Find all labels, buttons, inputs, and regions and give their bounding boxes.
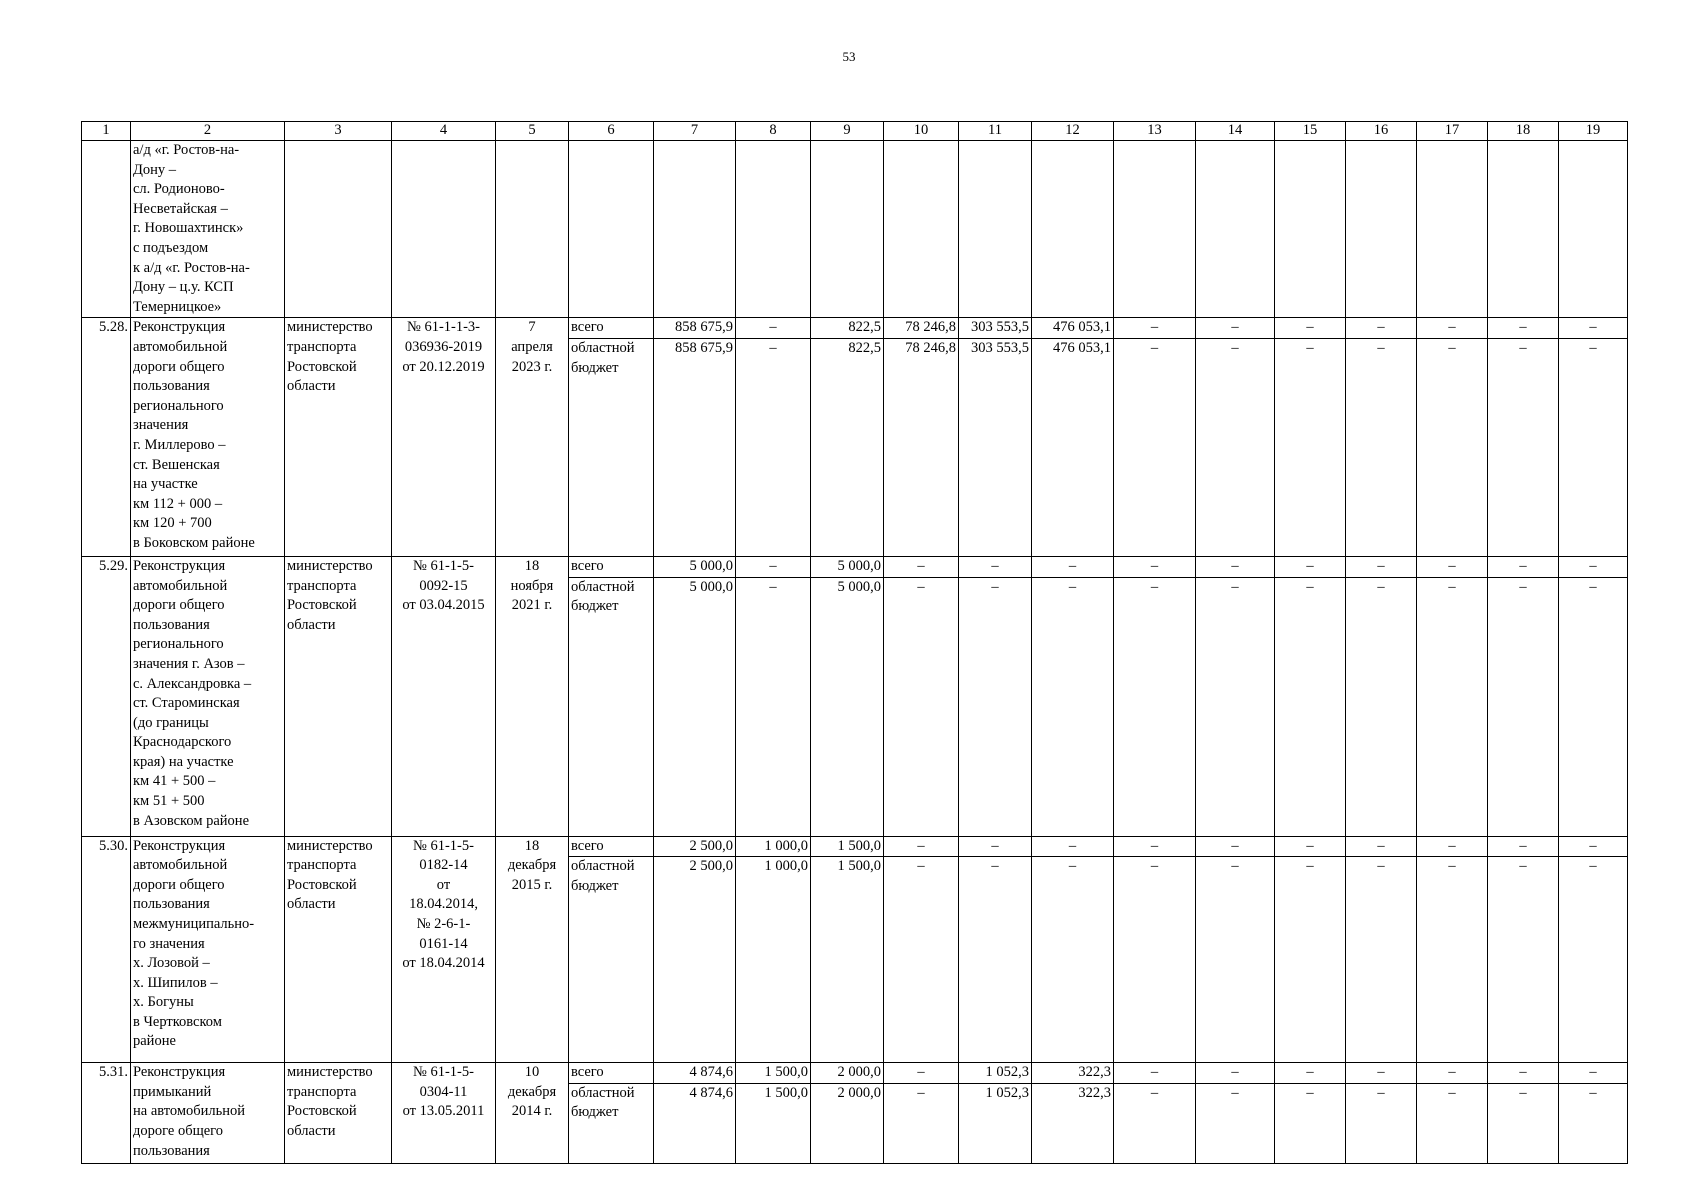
amount-cell: – [1488,836,1559,857]
amount-cell: – [1346,836,1417,857]
amount-cell: – [1559,338,1628,556]
financing-table [81,121,1628,1164]
amount-cell: – [1114,556,1196,577]
amount-cell: – [1275,338,1346,556]
column-number: 18 [1488,122,1559,141]
column-number: 13 [1114,122,1196,141]
column-number: 3 [285,122,392,141]
funding-source: всего [569,318,654,339]
empty-cell [811,141,884,318]
empty-cell [1417,141,1488,318]
amount-cell: – [1196,1063,1275,1084]
amount-cell: – [1346,318,1417,339]
amount-cell: 1 500,0 [811,836,884,857]
amount-cell: – [1346,338,1417,556]
amount-cell: 5 000,0 [811,577,884,836]
amount-cell: – [1559,318,1628,339]
amount-cell: – [1559,857,1628,1063]
amount-cell: – [884,836,959,857]
amount-cell: – [1559,1063,1628,1084]
entry-number: 5.30. [82,836,131,1063]
column-number: 16 [1346,122,1417,141]
amount-cell: 1 000,0 [736,857,811,1063]
object-name: Реконструкция примыканий на автомобильной дороге общего пользования [131,1063,285,1164]
amount-cell: – [1488,338,1559,556]
amount-cell: – [1114,857,1196,1063]
empty-cell [1032,141,1114,318]
amount-cell: – [959,577,1032,836]
amount-cell: – [1559,836,1628,857]
amount-cell: – [1275,556,1346,577]
amount-cell: – [1417,836,1488,857]
amount-cell: 2 500,0 [654,857,736,1063]
amount-cell: 5 000,0 [654,577,736,836]
header-row [82,122,1628,141]
entry-number: 5.28. [82,318,131,557]
amount-cell: – [1196,836,1275,857]
empty-cell [654,141,736,318]
amount-cell: – [1488,577,1559,836]
empty-cell [1488,141,1559,318]
amount-cell: – [1417,1063,1488,1084]
amount-cell: – [736,556,811,577]
amount-cell: – [1196,577,1275,836]
completion-date: 18 декабря 2015 г. [496,836,569,1063]
amount-cell: – [1488,857,1559,1063]
amount-cell: – [1417,577,1488,836]
amount-cell: – [1275,318,1346,339]
amount-cell: – [1346,1063,1417,1084]
amount-cell: – [1275,577,1346,836]
amount-cell: – [1417,318,1488,339]
amount-cell: – [1114,1063,1196,1084]
object-name: а/д «г. Ростов-на- Дону – сл. Родионово- Несветайская – г. Новошахтинск» с подъездом к а/д «г. Ростов-на- Дону – ц.у. КСП Темерницкое» [131,141,285,318]
page-number: 53 [842,49,856,64]
column-number: 17 [1417,122,1488,141]
amount-cell: – [1032,857,1114,1063]
table-row [82,556,1628,577]
funding-source: всего [569,556,654,577]
amount-cell: 322,3 [1032,1063,1114,1084]
column-number: 12 [1032,122,1114,141]
entry-number: 5.31. [82,1063,131,1164]
table-row [82,1063,1628,1084]
amount-cell: – [884,556,959,577]
amount-cell: – [1417,556,1488,577]
amount-cell: – [1275,1083,1346,1163]
amount-cell: – [884,1083,959,1163]
amount-cell: – [1032,556,1114,577]
funding-source: всего [569,1063,654,1084]
amount-cell: – [1114,1083,1196,1163]
column-number: 14 [1196,122,1275,141]
amount-cell: – [1559,556,1628,577]
amount-cell: – [1346,556,1417,577]
column-number: 15 [1275,122,1346,141]
amount-cell: – [1196,1083,1275,1163]
project-document: № 61-1-1-3- 036936-2019 от 20.12.2019 [392,318,496,557]
column-number: 2 [131,122,285,141]
entry-number-cell [82,141,131,318]
amount-cell: – [1275,857,1346,1063]
amount-cell: 1 052,3 [959,1083,1032,1163]
empty-cell [392,141,496,318]
column-number: 4 [392,122,496,141]
amount-cell: – [1196,556,1275,577]
table-row [82,836,1628,857]
amount-cell: 322,3 [1032,1083,1114,1163]
column-number: 1 [82,122,131,141]
customer: министерство транспорта Ростовской области [285,1063,392,1164]
column-number: 10 [884,122,959,141]
customer: министерство транспорта Ростовской области [285,836,392,1063]
funding-source: всего [569,836,654,857]
amount-cell: 303 553,5 [959,318,1032,339]
amount-cell: – [1346,577,1417,836]
empty-cell [736,141,811,318]
funding-source: областной бюджет [569,857,654,1063]
amount-cell: 476 053,1 [1032,318,1114,339]
empty-cell [496,141,569,318]
amount-cell: – [736,577,811,836]
funding-source: областной бюджет [569,577,654,836]
amount-cell: 1 500,0 [811,857,884,1063]
amount-cell: – [1114,338,1196,556]
amount-cell: 78 246,8 [884,338,959,556]
completion-date: 7 апреля 2023 г. [496,318,569,557]
amount-cell: 2 500,0 [654,836,736,857]
customer: министерство транспорта Ростовской области [285,318,392,557]
empty-cell [959,141,1032,318]
amount-cell: 5 000,0 [654,556,736,577]
amount-cell: 2 000,0 [811,1063,884,1084]
amount-cell: – [1488,1083,1559,1163]
amount-cell: – [1559,1083,1628,1163]
amount-cell: – [959,556,1032,577]
empty-cell [1114,141,1196,318]
customer: министерство транспорта Ростовской области [285,556,392,836]
empty-cell [884,141,959,318]
amount-cell: – [884,577,959,836]
empty-cell [1346,141,1417,318]
project-document: № 61-1-5- 0182-14 от 18.04.2014, № 2-6-1- 0161-14 от 18.04.2014 [392,836,496,1063]
amount-cell: 822,5 [811,338,884,556]
amount-cell: – [1114,577,1196,836]
amount-cell: – [884,857,959,1063]
amount-cell: – [736,318,811,339]
amount-cell: 5 000,0 [811,556,884,577]
object-name: Реконструкция автомобильной дороги общего пользования регионального значения г. Азов – с. Александровка – ст. Староминская (до границы Краснодарского края) на участке км 41 + 500 – км 51 + 500 в Азовском районе [131,556,285,836]
amount-cell: – [1346,1083,1417,1163]
entry-number: 5.29. [82,556,131,836]
amount-cell: – [1559,577,1628,836]
amount-cell: – [1114,318,1196,339]
amount-cell: – [1488,318,1559,339]
amount-cell: 78 246,8 [884,318,959,339]
amount-cell: – [1417,857,1488,1063]
amount-cell: – [1346,857,1417,1063]
empty-cell [1196,141,1275,318]
amount-cell: – [1275,1063,1346,1084]
amount-cell: – [736,338,811,556]
amount-cell: – [1032,836,1114,857]
column-number: 8 [736,122,811,141]
amount-cell: – [1032,577,1114,836]
column-number: 11 [959,122,1032,141]
amount-cell: – [1196,338,1275,556]
funding-source: областной бюджет [569,338,654,556]
column-number: 5 [496,122,569,141]
amount-cell: 476 053,1 [1032,338,1114,556]
amount-cell: – [1275,836,1346,857]
amount-cell: – [1114,836,1196,857]
amount-cell: – [1488,1063,1559,1084]
amount-cell: – [1417,338,1488,556]
project-document: № 61-1-5- 0092-15 от 03.04.2015 [392,556,496,836]
funding-source: областной бюджет [569,1083,654,1163]
column-number: 9 [811,122,884,141]
empty-cell [1559,141,1628,318]
completion-date: 10 декабря 2014 г. [496,1063,569,1164]
empty-cell [285,141,392,318]
column-number: 7 [654,122,736,141]
empty-cell [569,141,654,318]
object-name: Реконструкция автомобильной дороги общего пользования регионального значения г. Миллерово – ст. Вешенская на участке км 112 + 000 – км 120 + 700 в Боковском районе [131,318,285,557]
amount-cell: 1 000,0 [736,836,811,857]
column-number: 19 [1559,122,1628,141]
object-name: Реконструкция автомобильной дороги общего пользования межмуниципально- го значения х. Лозовой – х. Шипилов – х. Богуны в Чертковском районе [131,836,285,1063]
amount-cell: 858 675,9 [654,318,736,339]
amount-cell: 4 874,6 [654,1063,736,1084]
amount-cell: 1 500,0 [736,1063,811,1084]
amount-cell: – [1196,318,1275,339]
amount-cell: 822,5 [811,318,884,339]
amount-cell: – [959,857,1032,1063]
amount-cell: 2 000,0 [811,1083,884,1163]
amount-cell: 303 553,5 [959,338,1032,556]
amount-cell: 1 500,0 [736,1083,811,1163]
column-number: 6 [569,122,654,141]
amount-cell: – [1417,1083,1488,1163]
amount-cell: – [884,1063,959,1084]
project-document: № 61-1-5- 0304-11 от 13.05.2011 [392,1063,496,1164]
continuation-row [82,141,1628,318]
completion-date: 18 ноября 2021 г. [496,556,569,836]
empty-cell [1275,141,1346,318]
table-row [82,318,1628,339]
amount-cell: – [1196,857,1275,1063]
amount-cell: – [1488,556,1559,577]
amount-cell: 4 874,6 [654,1083,736,1163]
amount-cell: – [959,836,1032,857]
amount-cell: 1 052,3 [959,1063,1032,1084]
amount-cell: 858 675,9 [654,338,736,556]
